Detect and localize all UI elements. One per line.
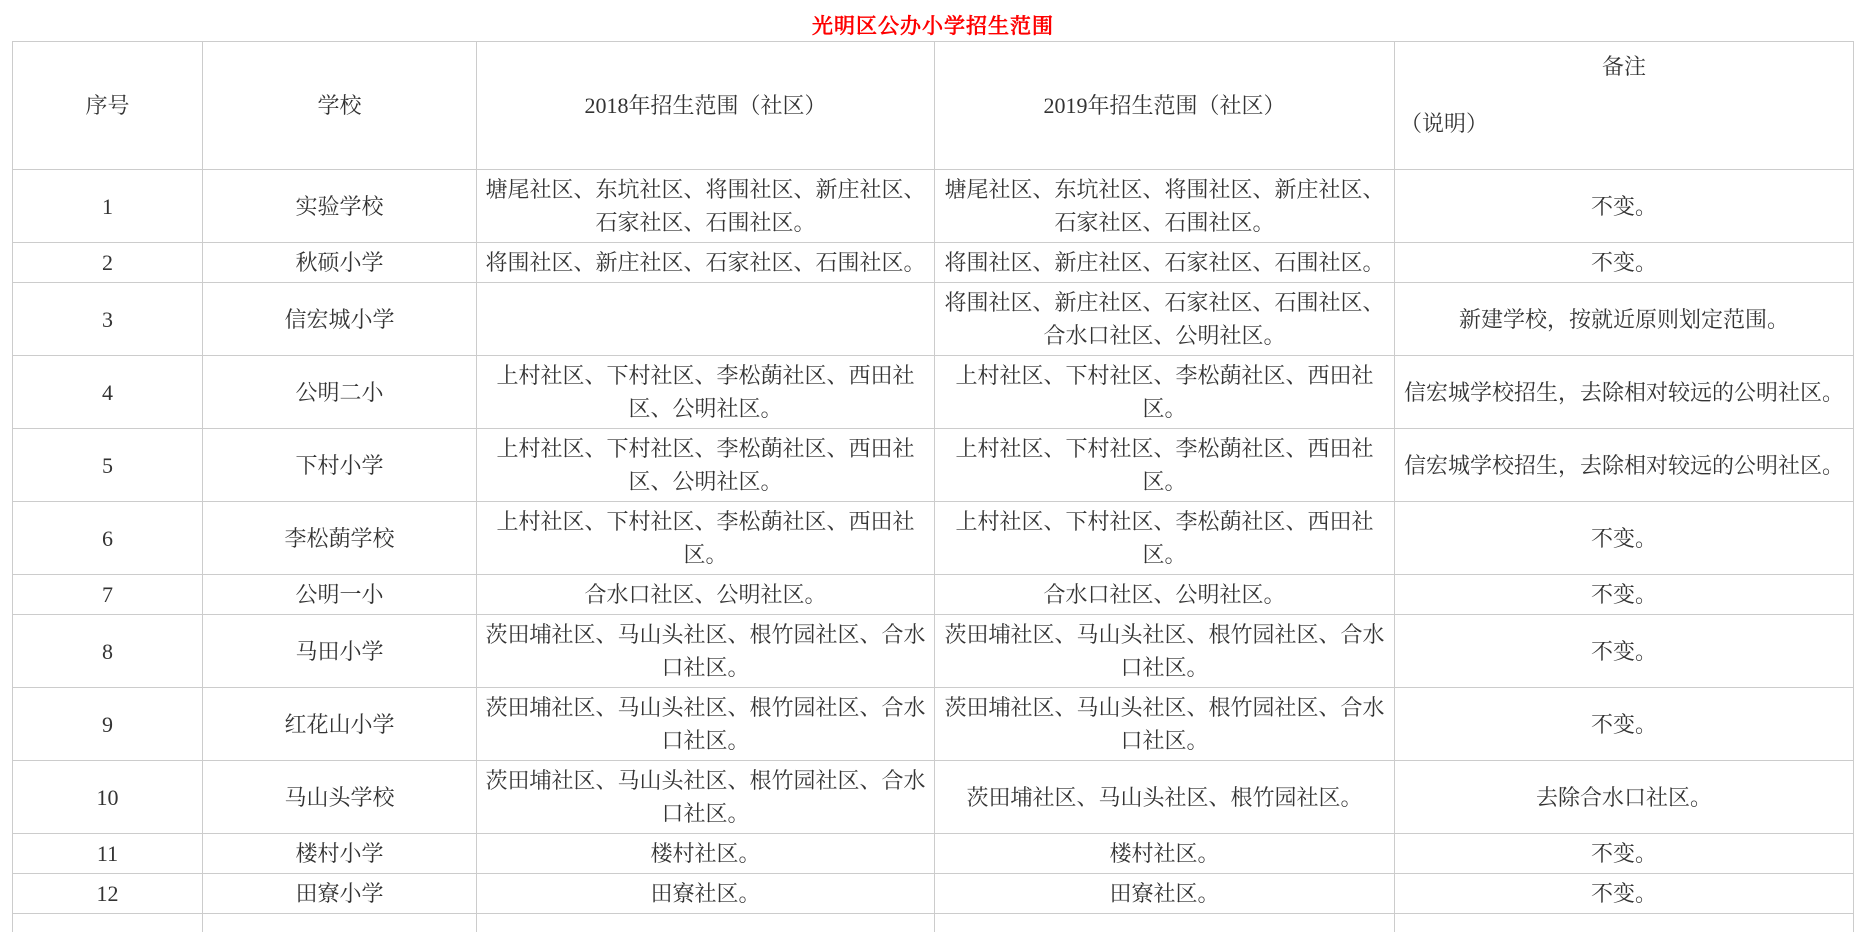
cell-remark: 不变。 <box>1395 502 1854 575</box>
cell-scope-2018: 楼村社区。 <box>477 834 935 874</box>
col-header-remark-title: 备注 <box>1601 54 1646 79</box>
cell-scope-2019: 田寮社区。 <box>935 874 1395 914</box>
cell-serial-number: 2 <box>13 243 203 283</box>
cell-school-name <box>203 914 477 932</box>
cell-serial-number: 8 <box>13 615 203 688</box>
cell-serial-number: 11 <box>13 834 203 874</box>
table-row <box>13 243 1854 283</box>
cell-remark: 不变。 <box>1395 170 1854 243</box>
table-row <box>13 834 1854 874</box>
table-row <box>13 575 1854 615</box>
cell-serial-number: 12 <box>13 874 203 914</box>
cell-scope-2018: 将围社区、新庄社区、石家社区、石围社区。 <box>477 243 935 283</box>
table-row <box>13 688 1854 761</box>
cell-remark: 不变。 <box>1395 243 1854 283</box>
table-row <box>13 356 1854 429</box>
cell-scope-2018: 塘尾社区、东坑社区、将围社区、新庄社区、石家社区、石围社区。 <box>477 170 935 243</box>
page-title: 光明区公办小学招生范围 <box>812 15 1054 38</box>
cell-scope-2019: 将围社区、新庄社区、石家社区、石围社区、合水口社区、公明社区。 <box>935 283 1395 356</box>
cell-serial-number: 1 <box>13 170 203 243</box>
cell-remark <box>1395 914 1854 932</box>
col-header-school: 学校 <box>203 42 477 170</box>
cell-scope-2018: 茨田埔社区、马山头社区、根竹园社区、合水口社区。 <box>477 761 935 834</box>
cell-scope-2019: 茨田埔社区、马山头社区、根竹园社区。 <box>935 761 1395 834</box>
cell-serial-number: 3 <box>13 283 203 356</box>
cell-school-name: 红花山小学 <box>203 688 477 761</box>
cell-scope-2018: 茨田埔社区、马山头社区、根竹园社区、合水口社区。 <box>477 688 935 761</box>
cell-school-name: 秋硕小学 <box>203 243 477 283</box>
cell-school-name: 信宏城小学 <box>203 283 477 356</box>
cell-school-name: 公明二小 <box>203 356 477 429</box>
cell-remark: 不变。 <box>1395 575 1854 615</box>
cell-remark: 去除合水口社区。 <box>1395 761 1854 834</box>
cell-school-name: 李松蓢学校 <box>203 502 477 575</box>
col-header-remark-note: （说明） <box>1400 111 1489 136</box>
cell-school-name: 田寮小学 <box>203 874 477 914</box>
cell-scope-2018: 田寮社区。 <box>477 874 935 914</box>
table-row <box>13 874 1854 914</box>
cell-scope-2019: 上村社区、下村社区、李松蓢社区、西田社区。 <box>935 502 1395 575</box>
cell-serial-number: 5 <box>13 429 203 502</box>
cell-remark: 信宏城学校招生，去除相对较远的公明社区。 <box>1395 356 1854 429</box>
table-row-partial <box>13 914 1854 932</box>
table-row <box>13 615 1854 688</box>
header-row <box>13 42 1854 170</box>
col-header-no: 序号 <box>13 42 203 170</box>
col-header-2019: 2019年招生范围（社区） <box>935 42 1395 170</box>
table-row <box>13 170 1854 243</box>
cell-scope-2019: 楼村社区。 <box>935 834 1395 874</box>
cell-school-name: 下村小学 <box>203 429 477 502</box>
cell-school-name: 楼村小学 <box>203 834 477 874</box>
cell-scope-2019 <box>935 914 1395 932</box>
enrollment-table <box>12 41 1854 932</box>
cell-remark: 不变。 <box>1395 615 1854 688</box>
cell-serial-number: 10 <box>13 761 203 834</box>
cell-remark: 不变。 <box>1395 834 1854 874</box>
cell-remark: 不变。 <box>1395 874 1854 914</box>
cell-scope-2018: 上村社区、下村社区、李松蓢社区、西田社区、公明社区。 <box>477 356 935 429</box>
cell-scope-2019: 塘尾社区、东坑社区、将围社区、新庄社区、石家社区、石围社区。 <box>935 170 1395 243</box>
cell-remark: 信宏城学校招生，去除相对较远的公明社区。 <box>1395 429 1854 502</box>
cell-scope-2019: 合水口社区、公明社区。 <box>935 575 1395 615</box>
cell-scope-2019: 上村社区、下村社区、李松蓢社区、西田社区。 <box>935 429 1395 502</box>
cell-remark: 新建学校，按就近原则划定范围。 <box>1395 283 1854 356</box>
table-row <box>13 502 1854 575</box>
cell-scope-2019: 茨田埔社区、马山头社区、根竹园社区、合水口社区。 <box>935 688 1395 761</box>
cell-serial-number: 7 <box>13 575 203 615</box>
col-header-remark <box>1395 42 1854 170</box>
cell-scope-2018: 上村社区、下村社区、李松蓢社区、西田社区。 <box>477 502 935 575</box>
cell-scope-2019: 上村社区、下村社区、李松蓢社区、西田社区。 <box>935 356 1395 429</box>
cell-scope-2018: 合水口社区、公明社区。 <box>477 575 935 615</box>
cell-scope-2019: 将围社区、新庄社区、石家社区、石围社区。 <box>935 243 1395 283</box>
cell-school-name: 马田小学 <box>203 615 477 688</box>
cell-scope-2018 <box>477 914 935 932</box>
cell-scope-2018: 茨田埔社区、马山头社区、根竹园社区、合水口社区。 <box>477 615 935 688</box>
cell-school-name: 公明一小 <box>203 575 477 615</box>
table-row <box>13 429 1854 502</box>
cell-serial-number: 9 <box>13 688 203 761</box>
cell-school-name: 实验学校 <box>203 170 477 243</box>
table-row <box>13 761 1854 834</box>
cell-serial-number <box>13 914 203 932</box>
cell-remark: 不变。 <box>1395 688 1854 761</box>
cell-serial-number: 6 <box>13 502 203 575</box>
table-row <box>13 283 1854 356</box>
cell-scope-2019: 茨田埔社区、马山头社区、根竹园社区、合水口社区。 <box>935 615 1395 688</box>
cell-serial-number: 4 <box>13 356 203 429</box>
cell-scope-2018 <box>477 283 935 356</box>
col-header-2018: 2018年招生范围（社区） <box>477 42 935 170</box>
cell-scope-2018: 上村社区、下村社区、李松蓢社区、西田社区、公明社区。 <box>477 429 935 502</box>
cell-school-name: 马山头学校 <box>203 761 477 834</box>
